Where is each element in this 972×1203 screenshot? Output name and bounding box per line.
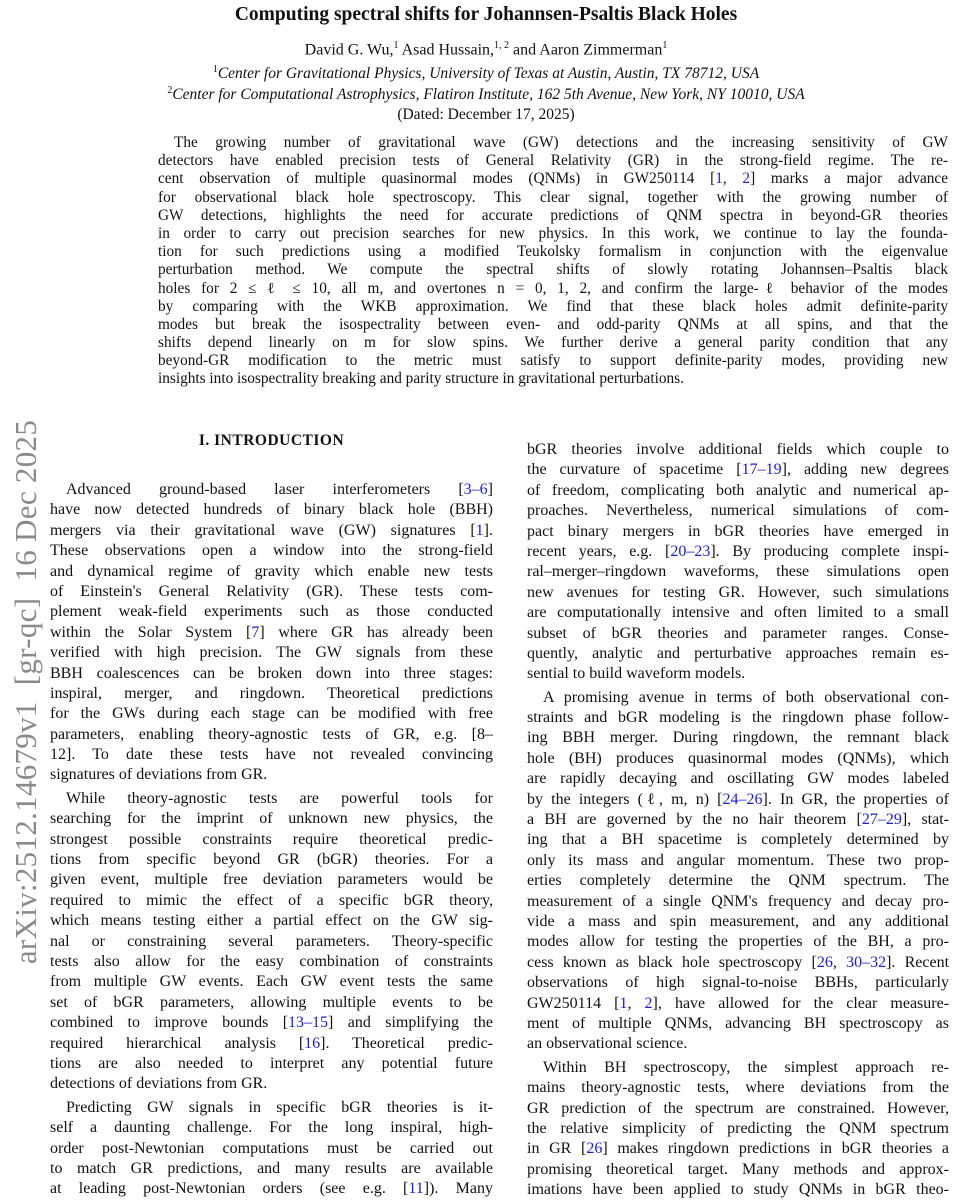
author-list bbox=[0, 40, 972, 59]
citation-link[interactable]: 24–26 bbox=[722, 790, 763, 808]
text-line: proaches. Nevertheless, numerical simulations of com- bbox=[527, 502, 949, 520]
abstract-line: tion for such predictions using a modified Teukolsky formalism in conjunction with the eigenvalue bbox=[158, 243, 948, 261]
text-line: inspiral, merger, and ringdown. Theoretical predictions bbox=[50, 684, 493, 702]
text-line: observations of high signal-to-noise BBHs, particularly bbox=[527, 974, 949, 992]
text-line: quently, analytic and perturbative approaches remain es- bbox=[527, 644, 949, 662]
text-line: combined to improve bounds [13–15] and simplifying the bbox=[50, 1014, 493, 1032]
text-line: tests also allow for the easy combination of constraints bbox=[50, 952, 493, 970]
affiliation-text: Center for Gravitational Physics, University of Texas at Austin, Austin, TX 78712, USA bbox=[217, 65, 760, 83]
citation-link[interactable]: 20–23 bbox=[670, 542, 711, 560]
text-line: and dynamical regime of gravity which enable new tests bbox=[50, 562, 493, 580]
citation-link[interactable]: 3–6 bbox=[463, 481, 488, 498]
citation-link[interactable]: 1 bbox=[475, 521, 484, 539]
left-column bbox=[50, 480, 493, 1203]
abstract-line: insights into isospectrality breaking and parity structure in gravitational perturbations. bbox=[158, 370, 684, 388]
text-line: While theory-agnostic tests are powerful tools for bbox=[66, 789, 493, 807]
text-line: ral–merger–ringdown waveforms, these simulations open bbox=[527, 563, 949, 581]
abstract bbox=[158, 134, 948, 389]
abstract-line: shifts depend linearly on m for slow spins. We further derive a general parity condition that any bbox=[158, 334, 948, 352]
text-line: the curvature of spacetime [17–19], adding new degrees bbox=[527, 461, 950, 479]
text-line: within the Solar System [7] where GR has already been bbox=[50, 623, 494, 641]
citation-link[interactable]: 2 bbox=[742, 170, 751, 188]
abstract-line: in order to carry out precision searches for new physics. In this work, we continue to lay the founda- bbox=[158, 224, 948, 242]
text-line: at leading post-Newtonian orders (see e.g. [11]). Many bbox=[50, 1180, 494, 1198]
abstract-line: cent observation of multiple quasinormal modes (QNMs) in GW250114 [1, 2] marks a major advance bbox=[158, 170, 948, 188]
text-line: signatures of deviations from GR. bbox=[50, 766, 268, 784]
text-line: bGR theories involve additional fields which couple to bbox=[527, 441, 949, 458]
text-line: for the GWs during each stage can be modified with free bbox=[50, 705, 493, 723]
citation-link[interactable]: 7 bbox=[251, 623, 260, 641]
paragraph bbox=[50, 480, 493, 786]
citation-link[interactable]: 1 bbox=[715, 170, 723, 188]
affiliation-mark: 1 bbox=[212, 64, 218, 75]
text-line: pact binary mergers in bGR theories have emerged in bbox=[527, 522, 949, 540]
abstract-line: by comparing with the WKB approximation. We find that these black holes admit definite-parity bbox=[158, 297, 948, 315]
text-line: new avenues for testing GR. However, such simulations bbox=[527, 583, 949, 601]
text-line: by the integers (ℓ, m, n) [24–26]. In GR, the properties of bbox=[527, 790, 950, 808]
text-line: ing that a BH spacetime is completely determined by bbox=[527, 831, 949, 849]
text-line: are rapidly decaying and oscillating GW modes labeled bbox=[527, 770, 949, 788]
paragraph bbox=[50, 1098, 493, 1200]
paragraph bbox=[50, 789, 493, 1095]
author-affiliation-mark: 1, 2 bbox=[494, 40, 510, 51]
text-line: tions from specific beyond GR (bGR) theories. For a bbox=[50, 851, 493, 869]
abstract-line: GW detections, highlights the need for accurate predictions of QNM spectra in beyond-GR theories bbox=[158, 206, 948, 224]
text-line: nal or constraining several parameters. Theory-specific bbox=[50, 932, 493, 950]
text-line: 12]. To date these tests have not revealed convincing bbox=[50, 746, 493, 764]
author-name: David G. Wu, bbox=[304, 41, 394, 59]
citation-link[interactable]: 26 bbox=[586, 1140, 603, 1158]
text-line: only its mass and angular momentum. These two prop- bbox=[527, 851, 949, 869]
text-line: an observational science. bbox=[527, 1035, 688, 1053]
author-name: and Aaron Zimmerman bbox=[513, 41, 663, 59]
text-line: ing BBH merger. During ringdown, the remnant black bbox=[527, 729, 949, 747]
text-line: hole (BH) produces quasinormal modes (QNMs), which bbox=[527, 749, 949, 767]
text-line: measurement of a single QNM's frequency and decay pro- bbox=[527, 892, 949, 910]
text-line: subset of bGR theories and parameter ranges. Conse- bbox=[527, 624, 949, 642]
text-line: in GR [26] makes ringdown predictions in bGR theories a bbox=[527, 1140, 950, 1158]
text-line: cess known as black hole spectroscopy [26, 30–32]. Recent bbox=[527, 953, 950, 971]
text-line: detections of deviations from GR. bbox=[50, 1075, 268, 1093]
section-heading-introduction: I. INTRODUCTION bbox=[198, 432, 345, 449]
citation-link[interactable]: 13–15 bbox=[288, 1014, 329, 1032]
arxiv-identifier-stamp: arXiv:2512.14679v1 [gr-qc] 16 Dec 2025 bbox=[8, 419, 43, 965]
citation-link[interactable]: 2 bbox=[644, 994, 653, 1012]
affiliation-text: Center for Computational Astrophysics, Flatiron Institute, 162 5th Avenue, New York, NY 10010, USA bbox=[172, 86, 805, 104]
text-line: vide a mass and spin measurement, and any additional bbox=[527, 912, 949, 930]
citation-link[interactable]: 11 bbox=[408, 1180, 424, 1198]
text-line: straints and bGR modeling is the ringdown phase follow- bbox=[527, 709, 949, 727]
paper-title: Computing spectral shifts for Johannsen-Psaltis Black Holes bbox=[234, 4, 738, 25]
text-line: the relative simplicity of predicting the QNM spectrum bbox=[527, 1119, 949, 1137]
author-name: Asad Hussain, bbox=[401, 41, 495, 59]
text-line: required to mimic the effect of a specific bGR theory, bbox=[50, 891, 493, 909]
citation-link[interactable]: 1 bbox=[619, 994, 628, 1012]
author-affiliation-mark: 1 bbox=[393, 40, 399, 51]
citation-link[interactable]: 27–29 bbox=[861, 811, 902, 829]
text-line: sential to build waveform models. bbox=[527, 665, 746, 683]
text-line: modes allow for testing the properties of the BH, a pro- bbox=[527, 933, 949, 951]
text-line: are computationally intensive and often limited to a small bbox=[527, 604, 949, 622]
right-column bbox=[527, 440, 949, 1203]
abstract-line: perturbation method. We compute the spectral shifts of slowly rotating Johannsen–Psaltis black bbox=[158, 261, 948, 279]
text-line: imations have been applied to study QNMs in bGR theo- bbox=[527, 1181, 949, 1199]
citation-link[interactable]: 30–32 bbox=[846, 953, 887, 971]
author-affiliation-mark: 1 bbox=[662, 40, 668, 51]
text-line: BBH coalescences can be broken down into three stages: bbox=[50, 664, 493, 682]
text-line: plement weak-field experiments such as those conducted bbox=[50, 603, 493, 621]
citation-link[interactable]: 26 bbox=[816, 953, 833, 971]
text-line: set of bGR parameters, allowing multiple events to be bbox=[50, 993, 493, 1011]
paragraph bbox=[527, 688, 949, 1055]
abstract-line: for observational black hole spectroscopy. This clear signal, together with the growing number of bbox=[158, 188, 948, 206]
text-line: to match GR predictions, and many results are available bbox=[50, 1159, 493, 1177]
text-line: given event, multiple free deviation parameters would be bbox=[50, 871, 493, 889]
text-line: GW250114 [1, 2], have allowed for the clear measure- bbox=[527, 994, 950, 1012]
text-line: strongest possible constraints require theoretical predic- bbox=[50, 830, 493, 848]
text-line: ment of multiple QNMs, advancing BH spectroscopy as bbox=[527, 1014, 949, 1032]
text-line: required hierarchical analysis [16]. Theoretical predic- bbox=[50, 1034, 493, 1052]
text-line: order post-Newtonian computations must be carried out bbox=[50, 1139, 493, 1157]
text-line: self a daunting challenge. For the long inspiral, high- bbox=[50, 1119, 493, 1137]
affiliation-mark: 2 bbox=[167, 85, 173, 96]
text-line: A promising avenue in terms of both observational con- bbox=[543, 688, 949, 706]
text-line: These observations open a window into the strong-field bbox=[50, 542, 493, 560]
text-line: of Einstein's General Relativity (GR). These tests com- bbox=[50, 582, 493, 600]
citation-link[interactable]: 17–19 bbox=[741, 461, 782, 479]
text-line: searching for the imprint of unknown new physics, the bbox=[50, 810, 493, 828]
text-line: Advanced ground-based laser interferometers [3–6] bbox=[66, 481, 493, 498]
text-line: of freedom, complicating both analytic and numerical ap- bbox=[527, 481, 949, 499]
text-line: tions are also needed to interpret any potential future bbox=[50, 1054, 493, 1072]
text-line: erties completely determine the QNM spectrum. The bbox=[527, 872, 949, 890]
text-line: verified with high precision. The GW signals from these bbox=[50, 644, 493, 662]
text-line: which means testing either a partial effect on the GW sig- bbox=[50, 912, 493, 930]
text-line: promising theoretical target. Many methods and approx- bbox=[527, 1160, 949, 1178]
text-line: have now detected hundreds of binary black hole (BBH) bbox=[50, 501, 493, 519]
date-line: (Dated: December 17, 2025) bbox=[397, 106, 575, 123]
text-line: recent years, e.g. [20–23]. By producing complete inspi- bbox=[527, 542, 949, 560]
abstract-line: modes but break the isospectrality between even- and odd-parity QNMs at all spins, and that the bbox=[158, 315, 948, 333]
affiliation bbox=[0, 85, 972, 104]
abstract-line: The growing number of gravitational wave (GW) detections and the increasing sensitivity of GW bbox=[174, 134, 948, 151]
abstract-line: detectors have enabled precision tests of General Relativity (GR) in the strong-field regime. The re- bbox=[158, 152, 948, 170]
text-line: parameters, enabling theory-agnostic tests of GR, e.g. [8– bbox=[50, 725, 493, 743]
abstract-line: holes for 2 ≤ ℓ ≤ 10, all m, and overtones n = 0, 1, 2, and confirm the large-ℓ behavior of the modes bbox=[158, 279, 948, 297]
paragraph bbox=[527, 440, 949, 685]
citation-link[interactable]: 16 bbox=[304, 1034, 321, 1052]
text-line: from multiple GW events. Each GW event tests the same bbox=[50, 973, 493, 991]
paragraph bbox=[527, 1058, 949, 1201]
affiliation bbox=[0, 64, 972, 83]
text-line: GR prediction of the spectrum are constrained. However, bbox=[527, 1099, 949, 1117]
text-line: a BH are governed by the no hair theorem [27–29], stat- bbox=[527, 811, 950, 829]
text-line: mains theory-agnostic tests, where deviations from the bbox=[527, 1079, 949, 1097]
text-line: Within BH spectroscopy, the simplest approach re- bbox=[543, 1058, 949, 1076]
abstract-line: beyond-GR modification to the metric must satisfy to support definite-parity modes, providing new bbox=[158, 352, 948, 370]
text-line: Predicting GW signals in specific bGR theories is it- bbox=[66, 1098, 493, 1116]
text-line: mergers via their gravitational wave (GW) signatures [1]. bbox=[50, 521, 493, 539]
